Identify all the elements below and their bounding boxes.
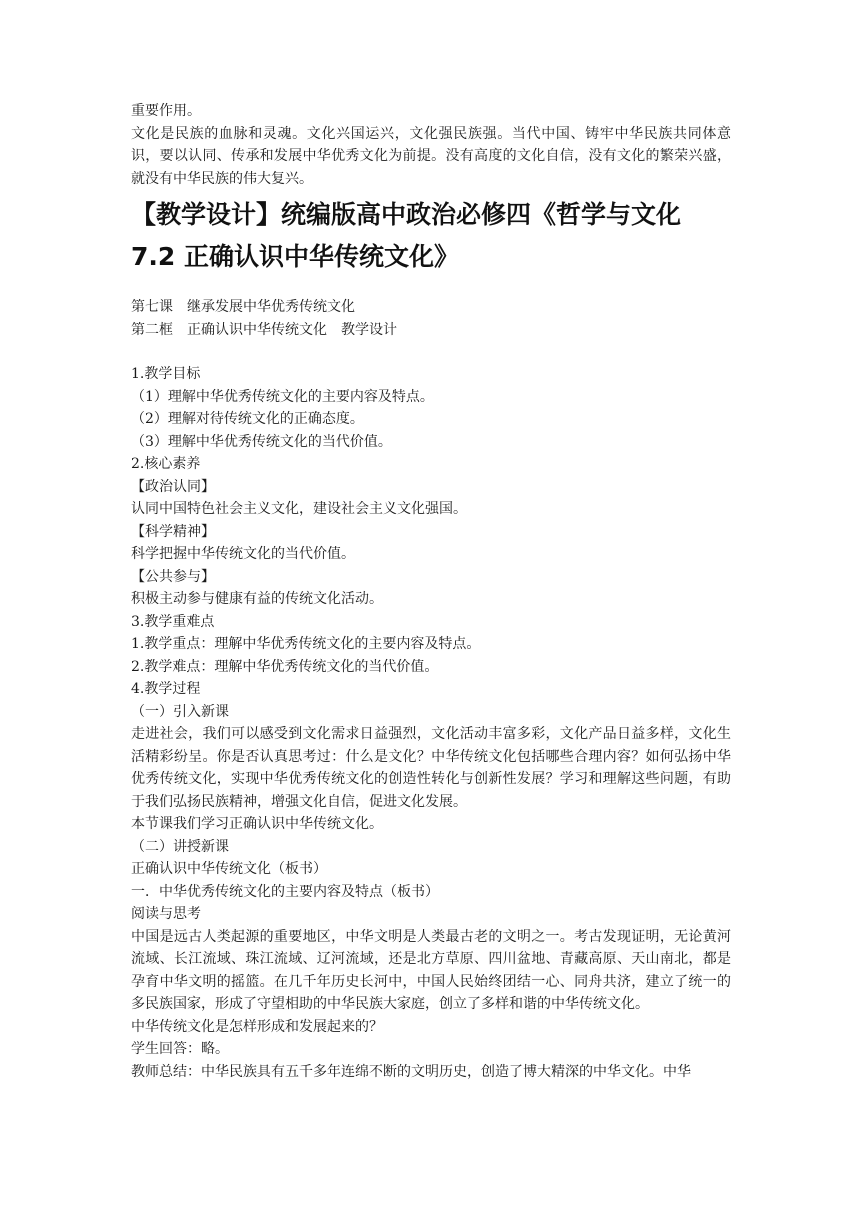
key-point-difficulty: 2.教学难点：理解中华优秀传统文化的当代价值。 bbox=[131, 658, 439, 675]
part2-heading: （二）讲授新课 bbox=[131, 838, 229, 855]
goal-item: （1）理解中华优秀传统文化的主要内容及特点。 bbox=[131, 388, 434, 405]
board-section: 一．中华优秀传统文化的主要内容及特点（板书） bbox=[131, 883, 439, 900]
blank-line bbox=[131, 341, 731, 363]
part1-heading: （一）引入新课 bbox=[131, 703, 229, 720]
teacher-summary: 教师总结：中华民族具有五千多年连绵不断的文明历史，创造了博大精深的中华文化。中华 bbox=[131, 1063, 691, 1080]
part1-paragraph: 走进社会，我们可以感受到文化需求日益强烈，文化活动丰富多彩，文化产品日益多样，文化生活精彩纷呈。你是否认真思考过：什么是文化？中华传统文化包括哪些合理内容？如何弘扬中华优秀传统文化，实现中华优秀传统文化的创造性转化与创新性发展？学习和理解这些问题，有助于我们弘扬民族精神，增强文化自信，促进文化发展。 bbox=[131, 726, 731, 810]
goal-item: （3）理解中华优秀传统文化的当代价值。 bbox=[131, 433, 392, 450]
document-title: 【教学设计】统编版高中政治必修四《哲学与文化 7.2 正确认识中华传统文化》 bbox=[131, 200, 682, 271]
subtitle-lesson: 第七课 继承发展中华优秀传统文化 bbox=[131, 299, 355, 315]
political-label: 【政治认同】 bbox=[131, 478, 215, 495]
science-text: 科学把握中华传统文化的当代价值。 bbox=[131, 546, 355, 562]
key-points-heading: 3.教学重难点 bbox=[131, 613, 215, 630]
reading-paragraph: 中国是远古人类起源的重要地区，中华文明是人类最古老的文明之一。考古发现证明，无论黄河流域、长江流域、珠江流域、辽河流域，还是北方草原、四川盆地、青藏高原、天山南北，都是孕育中华文明的摇篮。在几千年历史长河中，中国人民始终团结一心、同舟共济，建立了统一的多民族国家，形成了守望相助的中华民族大家庭，创立了多样和谐的中华传统文化。 bbox=[131, 928, 731, 1012]
subtitle-section: 第二框 正确认识中华传统文化 教学设计 bbox=[131, 321, 397, 338]
document-page bbox=[131, 100, 731, 1083]
science-label: 【科学精神】 bbox=[131, 523, 215, 540]
question: 中华传统文化是怎样形成和发展起来的？ bbox=[131, 1018, 383, 1035]
process-heading: 4.教学过程 bbox=[131, 681, 201, 697]
part1-closing: 本节课我们学习正确认识中华传统文化。 bbox=[131, 816, 383, 832]
literacy-heading: 2.核心素养 bbox=[131, 456, 201, 472]
goal-item: （2）理解对待传统文化的正确态度。 bbox=[131, 411, 364, 427]
reading-heading: 阅读与思考 bbox=[131, 906, 201, 922]
key-point-focus: 1.教学重点：理解中华优秀传统文化的主要内容及特点。 bbox=[131, 636, 481, 652]
student-answer: 学生回答：略。 bbox=[131, 1041, 229, 1057]
public-text: 积极主动参与健康有益的传统文化活动。 bbox=[131, 591, 383, 607]
public-label: 【公共参与】 bbox=[131, 568, 215, 585]
goals-heading: 1.教学目标 bbox=[131, 366, 201, 382]
political-text: 认同中国特色社会主义文化，建设社会主义文化强国。 bbox=[131, 501, 467, 517]
board-title: 正确认识中华传统文化（板书） bbox=[131, 861, 327, 877]
intro-paragraph: 文化是民族的血脉和灵魂。文化兴国运兴，文化强民族强。当代中国、铸牢中华民族共同体意识，要以认同、传承和发展中华优秀文化为前提。没有高度的文化自信，没有文化的繁荣兴盛，就没有中华民族的伟大复兴。 bbox=[131, 125, 731, 187]
top-fragment: 重要作用。 bbox=[131, 103, 201, 119]
